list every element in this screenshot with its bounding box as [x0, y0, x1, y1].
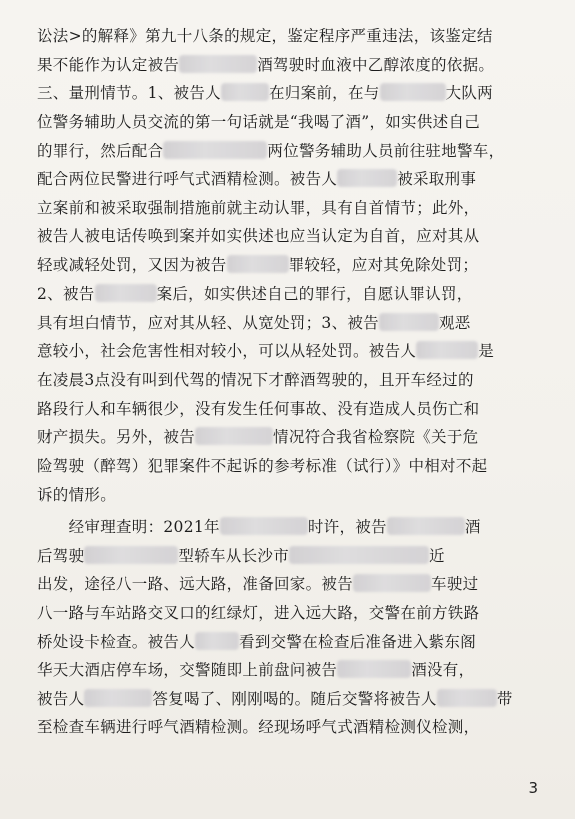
redacted-text: [195, 427, 273, 445]
redacted-text: [380, 83, 446, 101]
text-segment: 路段行人和车辆很少，没有发生任何事故、没有造成人员伤亡和: [37, 400, 480, 418]
text-segment: 财产损失。另外，被告: [37, 428, 196, 446]
text-segment: 桥处设卡检查。被告人: [37, 633, 196, 651]
redacted-text: [289, 546, 429, 564]
text-line: [37, 22, 493, 50]
text-line: [37, 685, 513, 713]
text-segment: 2、被告: [37, 285, 95, 303]
text-line: [37, 599, 479, 627]
text-segment: 在凌晨3点没有叫到代驾的情况下才醉酒驾驶的，且开车经过的: [37, 371, 474, 389]
text-line: [37, 366, 474, 394]
redacted-text: [179, 55, 257, 73]
redacted-text: [84, 689, 152, 707]
text-segment: 酒: [464, 518, 481, 536]
text-segment: 带: [496, 690, 513, 708]
text-segment: 三、量刑情节。1、被告人: [37, 84, 221, 102]
text-segment: 果不能作为认定被告: [37, 56, 180, 74]
text-segment: 在归案前，在与: [268, 84, 380, 102]
text-line: [37, 395, 479, 423]
redacted-text: [437, 689, 497, 707]
text-segment: 八一路与车站路交叉口的红绿灯，进入远大路，交警在前方铁路: [37, 604, 480, 622]
text-line: [37, 222, 479, 250]
bleed-through-text: [40, 489, 55, 509]
text-segment: 罪较轻，应对其免除处罚；: [288, 256, 479, 274]
text-line: [37, 423, 478, 451]
redacted-text: [163, 141, 267, 159]
text-segment: 至检查车辆进行呼气酒精检测。经现场呼气式酒精检测仪检测，: [37, 718, 480, 736]
text-line: [37, 513, 481, 541]
redacted-text: [353, 574, 431, 592]
text-line: [37, 194, 479, 222]
text-segment: 看到交警在检查后准备进入紫东阁: [239, 633, 477, 651]
redacted-text: [379, 313, 439, 331]
text-line: [37, 656, 474, 684]
text-line: [37, 79, 493, 107]
text-segment: 车驶过: [431, 575, 479, 593]
text-line: [37, 51, 494, 79]
text-segment: 酒驾驶时血液中乙醇浓度的依据。: [257, 56, 495, 74]
text-segment: 被采取刑事: [397, 170, 477, 188]
text-segment: 配合两位民警进行呼气式酒精检测。被告人: [37, 170, 338, 188]
text-segment: 出发，途径八一路、远大路，准备回家。被告: [37, 575, 354, 593]
text-segment: 酒没有，: [411, 661, 475, 679]
text-segment: 时许，被告: [307, 518, 387, 536]
text-segment: 情况符合我省检察院《关于危: [273, 428, 479, 446]
text-segment: 立案前和被采取强制措施前就主动认罪，具有自首情节；此外，: [37, 199, 480, 217]
redacted-text: [337, 660, 411, 678]
text-line: [37, 452, 487, 480]
text-line: [37, 542, 445, 570]
redacted-text: [195, 632, 239, 650]
text-segment: 诉的情形。: [37, 486, 117, 504]
text-line: [37, 108, 480, 136]
text-segment: 轻或减轻处罚，又因为被告: [37, 256, 227, 274]
redacted-text: [387, 517, 465, 535]
text-segment: 观恶: [438, 314, 471, 332]
text-segment: 经审理查明：2021年: [37, 518, 220, 536]
redacted-text: [220, 517, 308, 535]
text-line: [37, 713, 479, 741]
text-segment: 后驾驶: [37, 547, 85, 565]
text-segment: 具有坦白情节，应对其从轻、从宽处罚；3、被告: [37, 314, 379, 332]
text-segment: 讼法>的解释》第九十八条的规定，鉴定程序严重违法，该鉴定结: [37, 27, 493, 45]
text-segment: 两位警务辅助人员前往驻地警车，: [267, 142, 505, 160]
text-line: [37, 251, 478, 279]
redacted-text: [221, 83, 269, 101]
text-segment: 位警务辅助人员交流的第一句话就是“我喝了酒”，如实供述自己: [37, 113, 481, 131]
text-line: [37, 280, 473, 308]
text-line: [37, 309, 471, 337]
text-segment: 华天大酒店停车场，交警随即上前盘问被告: [37, 661, 338, 679]
text-line: [37, 337, 494, 365]
text-segment: 的罪行，然后配合: [37, 142, 164, 160]
text-segment: 案后，如实供述自己的罪行，自愿认罪认罚，: [156, 285, 473, 303]
text-segment: 被告人: [37, 690, 85, 708]
text-segment: 险驾驶（醉驾）犯罪案件不起诉的参考标准（试行）》中相对不起: [37, 457, 488, 475]
redacted-text: [95, 284, 157, 302]
text-segment: 型轿车从长沙市: [178, 547, 290, 565]
page-number: 3: [528, 779, 538, 797]
text-line: [37, 165, 476, 193]
text-line: [37, 628, 476, 656]
text-segment: 被告人被电话传唤到案并如实供述也应当认定为自首，应对其从: [37, 227, 480, 245]
text-segment: 大队两: [445, 84, 493, 102]
text-segment: 意较小，社会危害性相对较小，可以从轻处罚。被告人: [37, 342, 417, 360]
redacted-text: [337, 169, 397, 187]
redacted-text: [84, 546, 178, 564]
text-line: [37, 137, 504, 165]
text-segment: 是: [478, 342, 495, 360]
redacted-text: [416, 341, 478, 359]
redacted-text: [227, 255, 289, 273]
text-segment: 近: [429, 547, 445, 565]
text-line: [37, 570, 478, 598]
text-segment: 答复喝了、刚刚喝的。随后交警将被告人: [152, 690, 437, 708]
